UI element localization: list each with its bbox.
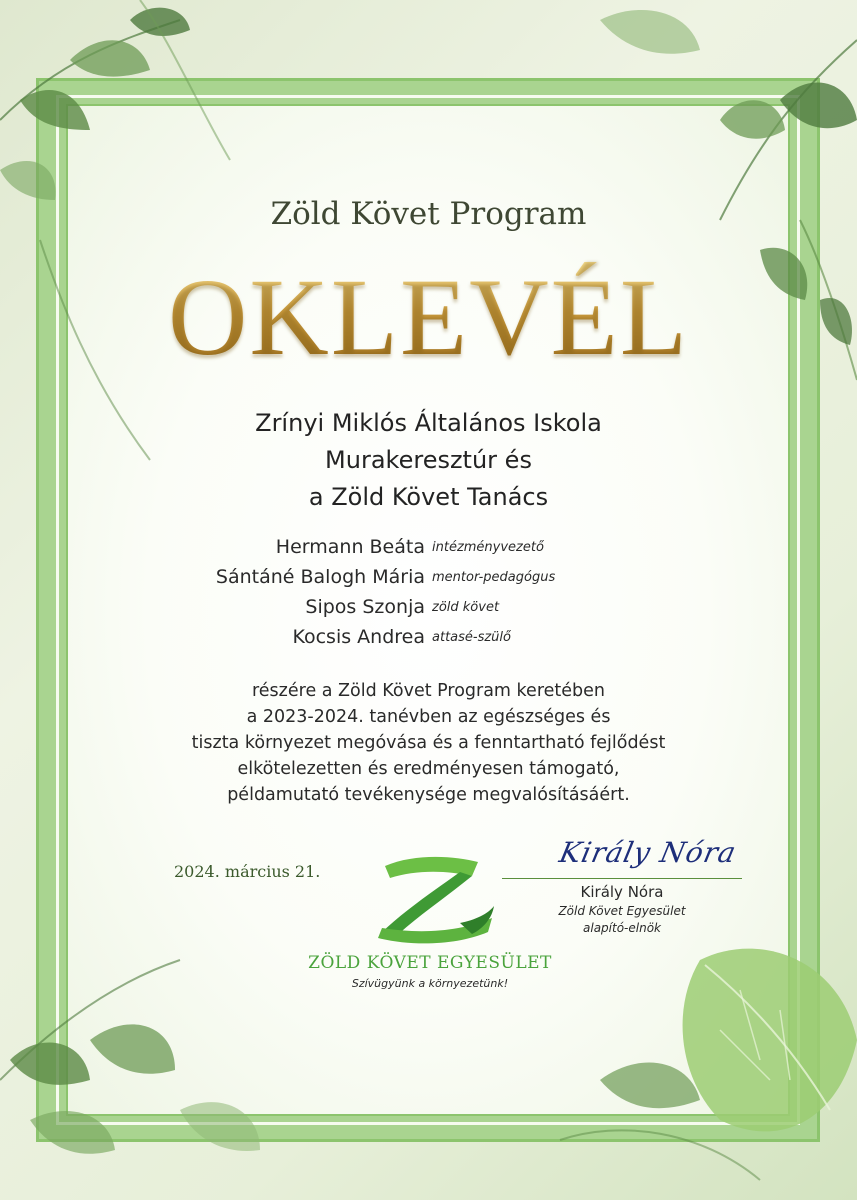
organization-slogan: Szívügyünk a környezetünk! bbox=[351, 977, 509, 990]
citation-line: a 2023-2024. tanévben az egészséges és bbox=[246, 707, 611, 727]
citation-line: tiszta környezet megóvása és a fenntartható fejlődést bbox=[191, 733, 666, 753]
member-list bbox=[0, 536, 857, 656]
handwritten-signature: Király Nóra bbox=[556, 836, 740, 869]
member-name: Sántáné Balogh Mária bbox=[215, 566, 425, 588]
signature-line bbox=[502, 878, 742, 879]
program-name: Zöld Követ Program bbox=[270, 196, 587, 232]
member-role: intézményvezető bbox=[432, 540, 544, 555]
member-row bbox=[0, 536, 857, 566]
recipient-line: a Zöld Követ Tanács bbox=[308, 483, 549, 511]
recipient-block bbox=[0, 405, 857, 516]
member-role: mentor-pedagógus bbox=[432, 570, 556, 585]
signer-organization: Zöld Követ Egyesület bbox=[558, 904, 686, 918]
recipient-line: Zrínyi Miklós Általános Iskola bbox=[255, 409, 602, 437]
certificate-title: OKLEVÉL bbox=[0, 262, 857, 372]
member-role: zöld követ bbox=[432, 600, 500, 615]
citation-line: példamutató tevékenysége megvalósításáért. bbox=[227, 785, 630, 805]
signer-name: Király Nóra bbox=[580, 883, 664, 901]
citation-line: részére a Zöld Követ Program keretében bbox=[251, 681, 605, 701]
z-logo-icon bbox=[360, 848, 500, 953]
member-name: Hermann Beáta bbox=[275, 536, 425, 558]
organization-logo-name: ZÖLD KÖVET EGYESÜLET bbox=[308, 953, 552, 973]
recipient-line: Murakeresztúr és bbox=[325, 446, 532, 474]
citation-line: elkötelezetten és eredményesen támogató, bbox=[237, 759, 620, 779]
member-name: Sipos Szonja bbox=[305, 596, 425, 618]
signer-role: alapító-elnök bbox=[583, 921, 661, 935]
member-row bbox=[0, 566, 857, 596]
member-row bbox=[0, 626, 857, 656]
issue-date: 2024. március 21. bbox=[174, 862, 321, 881]
member-row bbox=[0, 596, 857, 626]
member-name: Kocsis Andrea bbox=[292, 626, 425, 648]
citation-text bbox=[0, 678, 857, 808]
member-role: attasé-szülő bbox=[432, 630, 511, 645]
